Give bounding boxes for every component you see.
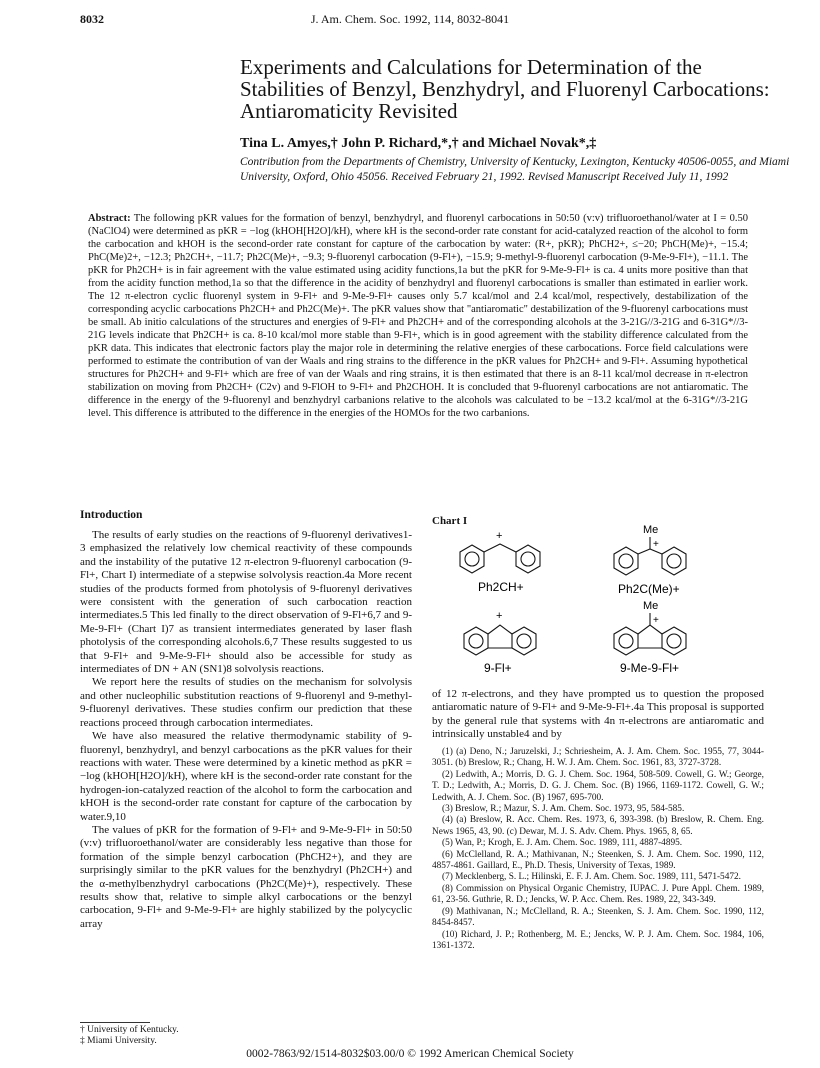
chart-plus-sign: + [653,615,659,626]
intro-paragraph: We report here the results of studies on the mechanism for solvolysis and other nucleophilic substitution reactions of 9-fluorenyl and 9-methyl-9-fluorenyl derivatives. These studies confirm our prediction that these reactions proceed through carbocation intermediates. [80,676,412,729]
chart-plus-sign: + [496,610,503,622]
author-list: Tina L. Amyes,† John P. Richard,*,† and Michael Novak*,‡ [240,136,597,151]
chart-label: Chart I [432,515,468,527]
chart-plus-sign: + [653,539,659,550]
footnote-item: † University of Kentucky. [80,1025,179,1035]
methylfluorenyl-structure [614,613,686,655]
footnote-divider [80,1022,150,1023]
journal-citation: J. Am. Chem. Soc. 1992, 114, 8032-8041 [310,12,510,26]
reference-item: (7) Mecklenberg, S. L.; Hilinski, E. F. J. Am. Chem. Soc. 1989, 111, 5471-5472. [442,872,741,883]
continuation-paragraph: of 12 π-electrons, and they have prompted us to question the proposed antiaromatic nature of 9-Fl+ and 9-Me-9-Fl+.4a This proposal is supported by the general rule that systems with 4n π-electrons are antiaromatic and intrinsically unstable4 and by [432,688,764,741]
intro-paragraph: The results of early studies on the reactions of 9-fluorenyl derivatives1-3 emphasized the relatively low chemical reactivity of these compounds and the instability of the putative 12 π-electron 9-fluorenyl carbocation (9-Fl+, Chart I) intermediate of a stepwise solvolysis reaction.4a More recent studies of the products formed from photolysis of 9-fluorenyl derivatives were consistent with the generation of such carbocation reaction intermediates.5 This led finally to the direct observation of 9-Fl+6,7 and 9-Me-9-Fl+ (Chart I)7 as transient intermediates generated by laser flash photolysis of the corresponding alcohols.6,7 These results suggested to us that 9-Fl+ and 9-Me-9-Fl+ should also be accessible for study as intermediates of DN + AN (SN1)8 solvolysis reactions. [80,529,412,676]
article-title: Experiments and Calculations for Determination of the Stabilities of Benzyl, Benzhydryl, and Fluorenyl Carbocations: Antiaromaticity Revisited [240,55,770,123]
chart-plus-sign: + [496,530,503,542]
chart-me-label: Me [643,600,659,612]
chart-structures [430,525,780,675]
copyright-footer: 0002-7863/92/1514-8032$03.00/0 © 1992 American Chemical Society [246,1048,574,1060]
label-ph2cme-plus: Ph2C(Me)+ [618,582,680,596]
abstract-text: The following pKR values for the formation of benzyl, benzhydryl, and fluorenyl carbocations in 50:50 (v:v) trifluoroethanol/water at I = 0.50 (NaClO4) were determined as pKR = −log (kHOH[H2O]/kH), where kH is the second-order rate constant for acid-catalyzed reaction of the alcohol to form the carbocation and kHOH is the second-order rate constant for capture of the carbocation by water: (R+, pKR); PhCH2+, ≤−20; PhCH(Me)+, −15.4; PhC(Me)2+, −12.3; Ph2CH+, −11.7; Ph2C(Me)+, −9.3; 9-fluorenyl carbocation (9-Fl+), −15.9; 9-methyl-9-fluorenyl carbocation (9-Me-9-Fl+), −11.1. The pKR for Ph2CH+ is in fair agreement with the value estimated using acidity functions,1a but the pKR for 9-Me-9-Fl+ is ca. 4 units more positive than that from the acidity function method,1a so that the difference in the acidity of benzhydryl and fluorenyl carbocations is smaller than estimated in earlier work. The 12 π-electron cyclic fluorenyl system in 9-Fl+ and 9-Me-9-Fl+ causes only 5.7 kcal/mol and 2.4 kcal/mol, respectively, destabilization of the corresponding acyclic carbocations Ph2CH+ and Ph2C(Me)+. The pKR values show that "antiaromatic" destabilization of the 9-fluorenyl carbocations must be small. Ab initio calculations of the structures and energies of 9-Fl+ and Ph2CH+ and of the corresponding alcohols at the 3-21G//3-21G and 6-31G*//3-21G levels indicate that Ph2CH+ is ca. 8-10 kcal/mol more stable than 9-Fl+, which is in good agreement with the stability difference calculated from the pKR data. This indicates that electronic factors play the major role in determining the relative energies of these carbocations. Force field calculations were performed to estimate the contribution of van der Waals and ring strains to the difference in the pKR values for Ph2CH+ and 9-Fl+. Assuming hypothetical structures for Ph2CH+ and 9-Fl+ which are free of van der Waals and ring strains, it is then estimated that there is an 8-11 kcal/mol decrease in π-electron stabilization on moving from Ph2CH+ (C2v) and 9-FlOH to 9-Fl+ and Ph2CHOH. It is concluded that 9-fluorenyl carbocations are not antiaromatic. The difference in the energy of the 9-fluorenyl and benzhydryl carbanions relative to the alcohols was calculated to be −13.2 kcal/mol at the 6-31G*//3-21G level. This difference is attributed to the difference in the energies of the HOMOs for the two carbanions. [88,213,749,419]
reference-item: (4) (a) Breslow, R. Acc. Chem. Res. 1973, 6, 393-398. (b) Breslow, R. Chem. Eng. News 1965, 43, 90. (c) Dewar, M. J. S. Adv. Chem. Phys. 1965, 8, 65. [432,815,764,837]
reference-item: (3) Breslow, R.; Mazur, S. J. Am. Chem. Soc. 1973, 95, 584-585. [442,804,685,815]
label-9-me-9-fl-plus: 9-Me-9-Fl+ [620,661,680,675]
introduction-column [80,509,412,931]
intro-paragraph: The values of pKR for the formation of 9-Fl+ and 9-Me-9-Fl+ in 50:50 (v:v) trifluoroethanol/water are considerably less negative than those for formation of the simple benzyl carbocation (PhCH2+), and they are surprisingly similar to the pKR values for the benzhydryl (Ph2CH+) and the α-methylbenzhydryl carbocations (Ph2C(Me)+), respectively. These results show that, relative to simple alkyl carbocations or the benzyl carbocation, 9-Fl+ and 9-Me-9-Fl+ are highly stabilized by the polycyclic array [80,823,412,930]
reference-item: (10) Richard, J. P.; Rothenberg, M. E.; Jencks, W. P. J. Am. Chem. Soc. 1984, 106, 1361-1372. [432,929,764,951]
reference-item: (1) (a) Deno, N.; Jaruzelski, J.; Schriesheim, A. J. Am. Chem. Soc. 1955, 77, 3044-3051. (b) Breslow, R.; Chang, H. W. J. Am. Chem. Soc. 1961, 83, 3727-3728. [432,747,764,769]
methylbenzhydryl-structure [614,537,686,575]
benzhydryl-structure [460,544,540,573]
introduction-heading: Introduction [80,509,143,521]
right-column-text [432,688,764,742]
footnote-item: ‡ Miami University. [80,1036,157,1046]
chart-me-label: Me [643,525,659,536]
affiliation: Contribution from the Departments of Chemistry, University of Kentucky, Lexington, Kentucky 40506-0055, and Miami University, Oxford, Ohio 45056. Received February 21, 1992. Revised Manuscript Received July 11, 1992 [240,156,790,183]
abstract [88,212,748,420]
reference-item: (2) Ledwith, A.; Morris, D. G. J. Chem. Soc. 1964, 508-509. Cowell, G. W.; George, T. D.; Ledwith, A.; Morris, D. G. J. Chem. Soc. (B) 1966, 1169-1172. Cowell, G. W.; Ledwith, A. J. Chem. Soc. (B) 1967, 695-700. [432,769,764,803]
label-ph2ch-plus: Ph2CH+ [478,580,524,594]
page-number: 8032 [80,12,104,26]
label-9-fl-plus: 9-Fl+ [484,661,512,675]
reference-item: (5) Wan, P.; Krogh, E. J. Am. Chem. Soc. 1989, 111, 4887-4895. [442,838,683,849]
intro-paragraph: We have also measured the relative thermodynamic stability of 9-fluorenyl, benzhydryl, and benzyl carbocations as the pKR values for their reactions with water. These were determined by a kinetic method as pKR = −log (kHOH[H2O]/kH), where kH is the second-order rate constant for the hydrogen-ion-catalyzed reaction of the alcohol to form the carbocation and kHOH is the second-order rate constant for capture of the carbocation by water.9,10 [80,730,412,823]
reference-item: (8) Commission on Physical Organic Chemistry, IUPAC. J. Pure Appl. Chem. 1989, 61, 23-56. Guthrie, R. D.; Jencks, W. P. Acc. Chem. Res. 1989, 22, 343-349. [432,883,764,906]
fluorenyl-structure [464,625,536,655]
affiliation-footnotes [80,1025,179,1047]
references [432,747,764,952]
reference-item: (6) McClelland, R. A.; Mathivanan, N.; Steenken, S. J. Am. Chem. Soc. 1990, 112, 4857-4861. Gaillard, E., Ph.D. Thesis, University of Texas, 1989. [432,849,764,872]
reference-item: (9) Mathivanan, N.; McClelland, R. A.; Steenken, S. J. Am. Chem. Soc. 1990, 112, 8454-8457. [432,906,764,929]
abstract-label: Abstract: [88,213,131,224]
